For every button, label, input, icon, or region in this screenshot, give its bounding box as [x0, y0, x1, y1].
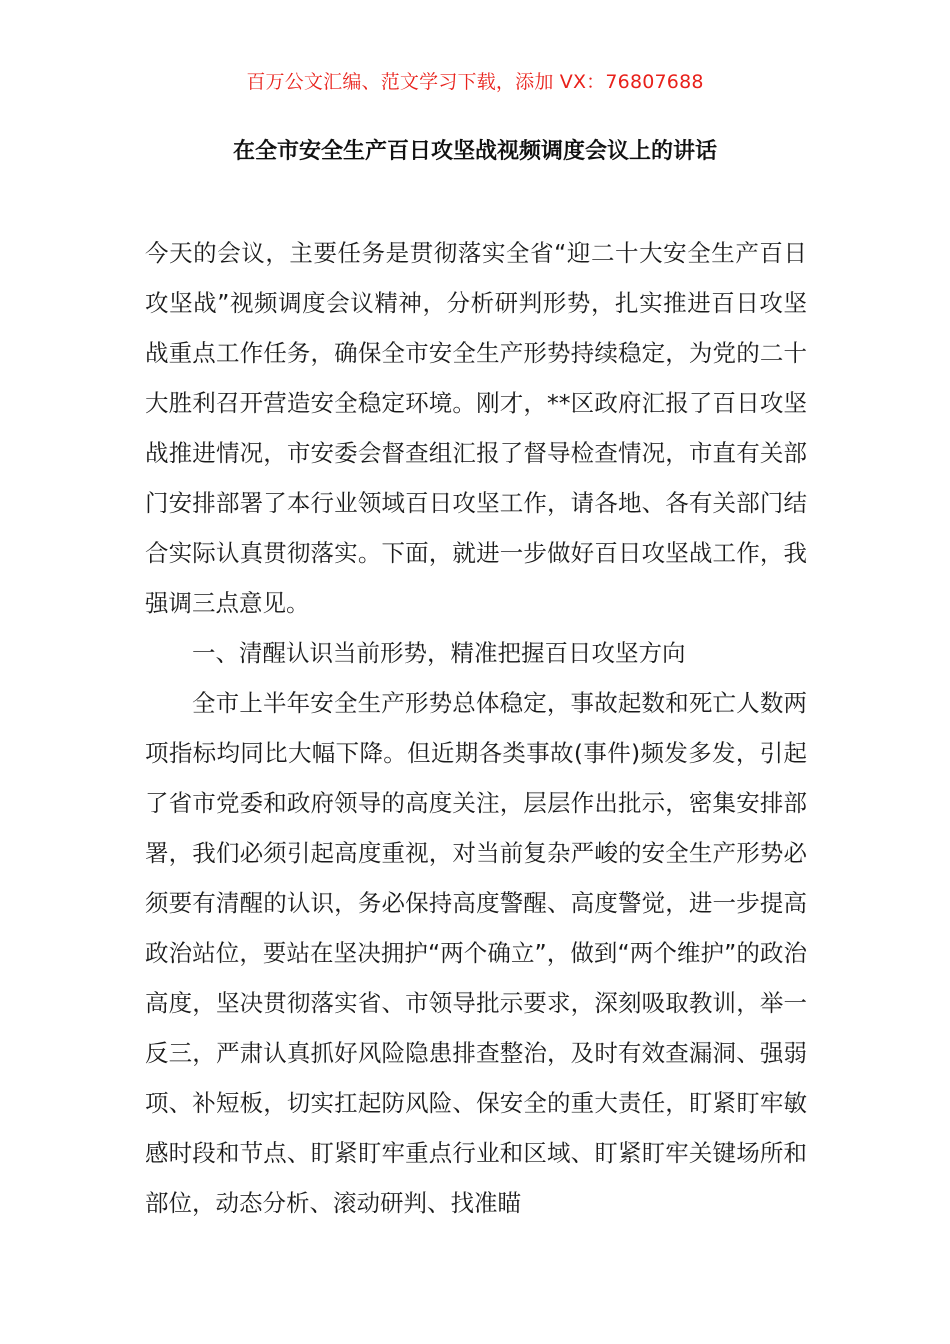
document-title: 在全市安全生产百日攻坚战视频调度会议上的讲话 — [232, 139, 717, 164]
section-heading-1: 一、清醒认识当前形势，精准把握百日攻坚方向 — [192, 639, 686, 667]
document-body — [145, 228, 807, 1228]
paragraph-intro: 今天的会议，主要任务是贯彻落实全省“迎二十大安全生产百日攻坚战”视频调度会议精神，分析研判形势，扎实推进百日攻坚战重点工作任务，确保全市安全生产形势持续稳定，为党的二十大胜利召开营造安全稳定环境。刚才，**区政府汇报了百日攻坚战推进情况，市安委会督查组汇报了督导检查情况，市直有关部门安排部署了本行业领域百日攻坚工作，请各地、各有关部门结合实际认真贯彻落实。下面，就进一步做好百日攻坚战工作，我强调三点意见。 — [145, 239, 807, 617]
header-banner: 百万公文汇编、范文学习下载，添加 VX：76807688 — [246, 71, 704, 93]
paragraph-section-1: 全市上半年安全生产形势总体稳定，事故起数和死亡人数两项指标均同比大幅下降。但近期各类事故(事件)频发多发，引起了省市党委和政府领导的高度关注，层层作出批示，密集安排部署，我们必须引起高度重视，对当前复杂严峻的安全生产形势必须要有清醒的认识，务必保持高度警醒、高度警觉，进一步提高政治站位，要站在坚决拥护“两个确立”，做到“两个维护”的政治高度，坚决贯彻落实省、市领导批示要求，深刻吸取教训，举一反三，严肃认真抓好风险隐患排查整治，及时有效查漏洞、强弱项、补短板，切实扛起防风险、保安全的重大责任，盯紧盯牢敏感时段和节点、盯紧盯牢重点行业和区域、盯紧盯牢关键场所和部位，动态分析、滚动研判、找准瞄 — [145, 689, 807, 1217]
